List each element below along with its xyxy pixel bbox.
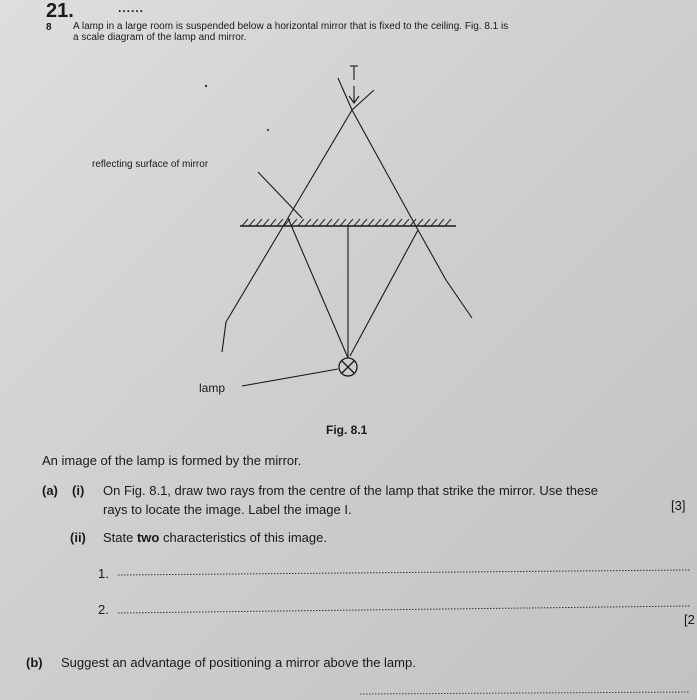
question-letter: 8 (46, 22, 52, 33)
part-a-i-marks: [3] (671, 498, 686, 513)
part-b-answer-line[interactable] (360, 688, 697, 696)
part-a-i-label: (i) (72, 483, 85, 498)
part-a-ii-prefix: State (103, 530, 137, 545)
speck (205, 85, 207, 87)
answer-2-label: 2. (98, 602, 109, 617)
lamp-symbol (339, 358, 357, 376)
ray-construction (222, 78, 472, 358)
image-label-mark (349, 66, 359, 103)
intro-line-1: A lamp in a large room is suspended below a horizontal mirror that is fixed to the ceiling. Fig. 8.1 is (73, 21, 509, 32)
part-b-text: Suggest an advantage of positioning a mirror above the lamp. (61, 655, 416, 670)
mirror-label: reflecting surface of mirror (92, 159, 209, 170)
ray-left-upper (222, 78, 352, 352)
part-a-ii-bold: two (136, 530, 160, 545)
lamp-label: lamp (199, 381, 226, 395)
figure-caption: Fig. 8.1 (326, 423, 368, 437)
mirror-hatching (242, 219, 451, 226)
speck (267, 129, 269, 131)
answer-2-line[interactable] (118, 604, 697, 616)
ray-left-lower (288, 218, 348, 358)
part-a-i-line-2: rays to locate the image. Label the image I. (103, 502, 352, 517)
part-b-label: (b) (26, 655, 43, 670)
answer-1-line[interactable] (118, 568, 697, 578)
statement-text: An image of the lamp is formed by the mirror. (42, 453, 302, 468)
part-a-ii-text (103, 530, 327, 545)
part-a-ii-marks: [2 (684, 612, 695, 627)
part-a-i-line-1: On Fig. 8.1, draw two rays from the centre of the lamp that strike the mirror. Use these (103, 483, 598, 498)
lamp-label-pointer (242, 369, 338, 386)
part-a-ii-label: (ii) (70, 530, 86, 545)
answer-1-label: 1. (98, 566, 109, 581)
intro-line-2: a scale diagram of the lamp and mirror. (73, 32, 247, 43)
ray-right-lower (350, 230, 418, 356)
question-number: 21. (46, 0, 74, 22)
part-a-ii-suffix: characteristics of this image. (159, 530, 327, 545)
ray-right-upper (352, 90, 472, 318)
mirror-label-pointer (258, 172, 302, 218)
part-a-label: (a) (42, 483, 58, 498)
question-number-dots: ...... (118, 1, 145, 15)
